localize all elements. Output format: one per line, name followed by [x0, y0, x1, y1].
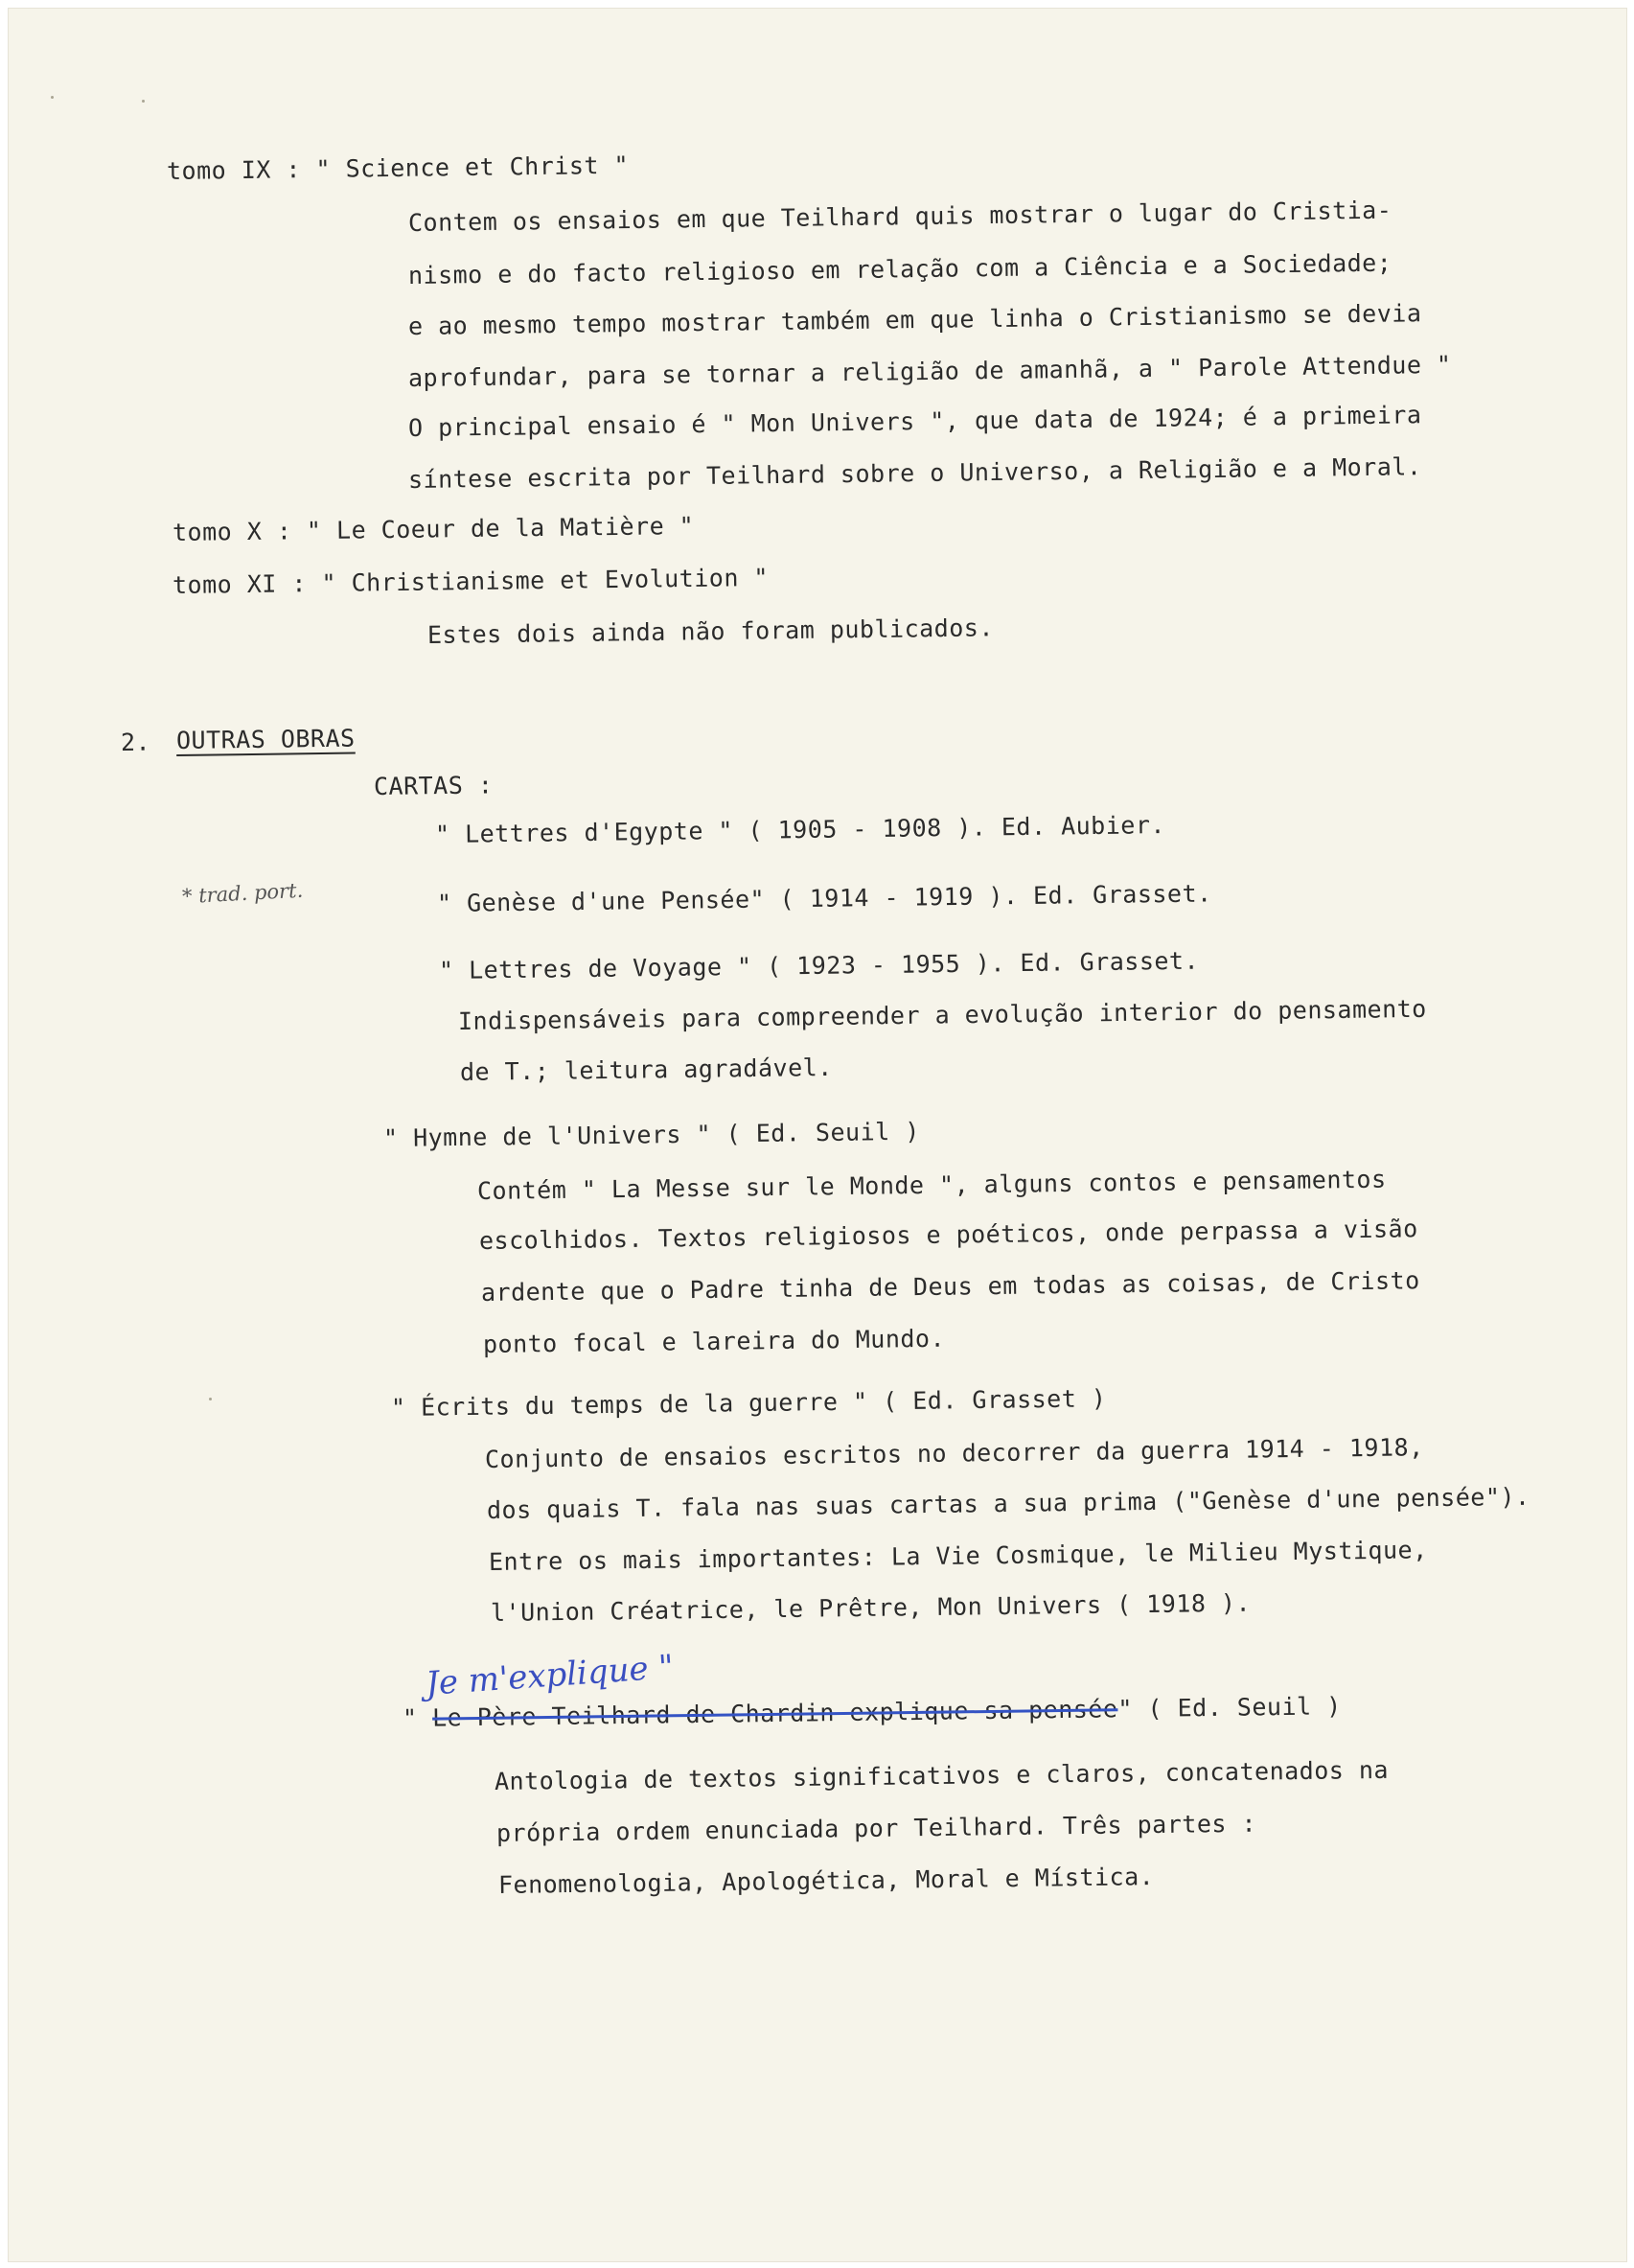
- tomo-ix-line: Contem os ensaios em que Teilhard quis mostrar o lugar do Cristia-: [407, 196, 1392, 237]
- section-number: 2.: [120, 728, 151, 756]
- tomo-ix-line: O principal ensaio é " Mon Univers ", que data de 1924; é a primeira: [407, 401, 1422, 442]
- explique-line: própria ordem enunciada por Teilhard. Três partes :: [495, 1809, 1257, 1847]
- ecrits-title: " Écrits du temps de la guerre " ( Ed. Grasset ): [390, 1384, 1107, 1422]
- ecrits-line: Entre os mais importantes: La Vie Cosmique, le Milieu Mystique,: [488, 1536, 1428, 1576]
- paper-speck: [51, 96, 54, 99]
- carta-item: " Lettres d'Egypte " ( 1905 - 1908 ). Ed. Aubier.: [434, 811, 1166, 848]
- paper-speck: [209, 1398, 212, 1400]
- struck-title: Le Père Teilhard de Chardin explique sa pensée: [431, 1695, 1118, 1732]
- tomo-ix-line: e ao mesmo tempo mostrar também em que linha o Cristianismo se devia: [407, 299, 1422, 340]
- tomo-xi-note: Estes dois ainda não foram publicados.: [426, 613, 995, 649]
- hymne-line: escolhidos. Textos religiosos e poéticos, onde perpassa a visão: [478, 1215, 1418, 1255]
- hymne-line: Contém " La Messe sur le Monde ", alguns contos e pensamentos: [476, 1165, 1387, 1205]
- cartas-note-line: de T.; leitura agradável.: [459, 1053, 833, 1086]
- tomo-ix-line: nismo e do facto religioso em relação com a Ciência e a Sociedade;: [407, 248, 1392, 289]
- paper-speck: [142, 100, 145, 103]
- hymne-line: ponto focal e lareira do Mundo.: [482, 1324, 946, 1358]
- explique-line: Antologia de textos significativos e claros, concatenados na: [494, 1755, 1390, 1795]
- carta-item: " Genèse d'une Pensée" ( 1914 - 1919 ). Ed. Grasset.: [436, 879, 1212, 917]
- hymne-line: ardente que o Padre tinha de Deus em todas as coisas, de Cristo: [480, 1266, 1420, 1307]
- document-page: [8, 8, 1627, 2262]
- section-title: OUTRAS OBRAS: [175, 724, 356, 754]
- tomo-ix-heading: tomo IX : " Science et Christ ": [166, 150, 630, 185]
- tomo-ix-line: aprofundar, para se tornar a religião de amanhã, a " Parole Attendue ": [407, 350, 1452, 392]
- ecrits-line: Conjunto de ensaios escritos no decorrer da guerra 1914 - 1918,: [484, 1433, 1424, 1473]
- hymne-title: " Hymne de l'Univers " ( Ed. Seuil ): [382, 1117, 920, 1152]
- explique-line: Fenomenologia, Apologética, Moral e Mística.: [497, 1863, 1155, 1899]
- explique-publisher: " ( Ed. Seuil ): [1117, 1692, 1342, 1724]
- cartas-note-line: Indispensáveis para compreender a evolução interior do pensamento: [457, 994, 1427, 1035]
- explique-title: [403, 1692, 1342, 1733]
- carta-item: " Lettres de Voyage " ( 1923 - 1955 ). Ed. Grasset.: [438, 946, 1200, 984]
- ecrits-line: l'Union Créatrice, le Prêtre, Mon Univers ( 1918 ).: [490, 1588, 1252, 1627]
- tomo-xi-heading: tomo XI : " Christianisme et Evolution ": [172, 563, 770, 599]
- open-quote: ": [402, 1703, 418, 1732]
- tomo-ix-line: síntese escrita por Teilhard sobre o Universo, a Religião e a Moral.: [407, 452, 1422, 494]
- cartas-label: CARTAS :: [373, 771, 494, 800]
- ecrits-line: dos quais T. fala nas suas cartas a sua prima ("Genèse d'une pensée").: [486, 1482, 1530, 1524]
- tomo-x-heading: tomo X : " Le Coeur de la Matière ": [172, 511, 695, 546]
- handwritten-correction: Je m'explique ": [424, 1648, 676, 1703]
- margin-note: * trad. port.: [181, 878, 304, 909]
